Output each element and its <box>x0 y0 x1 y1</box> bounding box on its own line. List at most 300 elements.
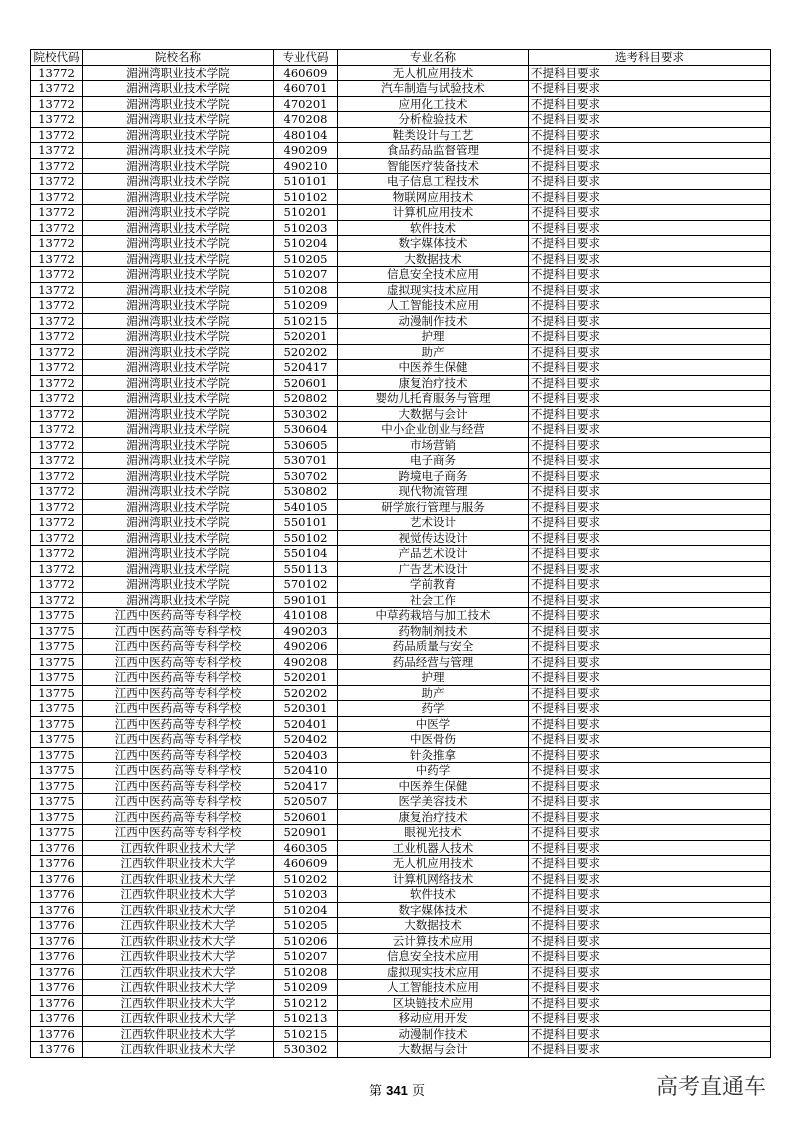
major-name-cell: 计算机应用技术 <box>338 205 529 221</box>
school-name-cell: 湄洲湾职业技术学院 <box>83 515 274 531</box>
school-name-cell: 湄洲湾职业技术学院 <box>83 313 274 329</box>
major-code-cell: 510215 <box>274 313 338 329</box>
subject-requirement-cell: 不提科目要求 <box>529 577 771 593</box>
subject-requirement-cell: 不提科目要求 <box>529 1042 771 1058</box>
subject-requirement-cell: 不提科目要求 <box>529 670 771 686</box>
major-code-cell: 510213 <box>274 1011 338 1027</box>
school-code-cell: 13772 <box>31 174 83 190</box>
subject-requirement-cell: 不提科目要求 <box>529 112 771 128</box>
major-code-cell: 510206 <box>274 933 338 949</box>
major-name-cell: 广告艺术设计 <box>338 561 529 577</box>
table-row <box>31 189 771 205</box>
major-name-cell: 云计算技术应用 <box>338 933 529 949</box>
school-code-cell: 13772 <box>31 251 83 267</box>
major-name-cell: 人工智能技术应用 <box>338 298 529 314</box>
subject-requirement-cell: 不提科目要求 <box>529 561 771 577</box>
major-code-cell: 480104 <box>274 127 338 143</box>
school-name-cell: 湄洲湾职业技术学院 <box>83 499 274 515</box>
school-code-cell: 13775 <box>31 623 83 639</box>
school-name-cell: 湄洲湾职业技术学院 <box>83 329 274 345</box>
major-code-cell: 510201 <box>274 205 338 221</box>
school-code-cell: 13776 <box>31 871 83 887</box>
table-row <box>31 267 771 283</box>
header-school-name: 院校名称 <box>83 50 274 66</box>
major-name-cell: 无人机应用技术 <box>338 856 529 872</box>
table-row <box>31 468 771 484</box>
table-row <box>31 344 771 360</box>
table-row <box>31 546 771 562</box>
table-row <box>31 887 771 903</box>
table-row <box>31 933 771 949</box>
school-code-cell: 13775 <box>31 716 83 732</box>
page-number: 341 <box>386 1083 408 1098</box>
major-code-cell: 510102 <box>274 189 338 205</box>
school-name-cell: 江西中医药高等专科学校 <box>83 654 274 670</box>
school-code-cell: 13776 <box>31 1042 83 1058</box>
school-name-cell: 江西中医药高等专科学校 <box>83 763 274 779</box>
table-row <box>31 406 771 422</box>
subject-requirement-cell: 不提科目要求 <box>529 856 771 872</box>
school-code-cell: 13772 <box>31 437 83 453</box>
school-name-cell: 江西中医药高等专科学校 <box>83 639 274 655</box>
brand-watermark: 高考直通车 <box>655 1075 766 1100</box>
major-code-cell: 510204 <box>274 902 338 918</box>
major-code-cell: 510202 <box>274 871 338 887</box>
subject-requirement-cell: 不提科目要求 <box>529 65 771 81</box>
major-code-cell: 520402 <box>274 732 338 748</box>
school-code-cell: 13772 <box>31 360 83 376</box>
school-name-cell: 江西软件职业技术大学 <box>83 856 274 872</box>
major-code-cell: 510208 <box>274 964 338 980</box>
school-name-cell: 江西软件职业技术大学 <box>83 995 274 1011</box>
table-row <box>31 809 771 825</box>
table-row <box>31 313 771 329</box>
subject-requirement-cell: 不提科目要求 <box>529 468 771 484</box>
school-name-cell: 江西软件职业技术大学 <box>83 1042 274 1058</box>
subject-requirement-cell: 不提科目要求 <box>529 158 771 174</box>
major-code-cell: 550104 <box>274 546 338 562</box>
header-school-code: 院校代码 <box>31 50 83 66</box>
school-name-cell: 湄洲湾职业技术学院 <box>83 391 274 407</box>
subject-requirement-cell: 不提科目要求 <box>529 298 771 314</box>
major-code-cell: 520417 <box>274 360 338 376</box>
major-code-cell: 520201 <box>274 329 338 345</box>
major-name-cell: 助产 <box>338 344 529 360</box>
header-major-code: 专业代码 <box>274 50 338 66</box>
school-code-cell: 13772 <box>31 422 83 438</box>
major-code-cell: 550102 <box>274 530 338 546</box>
major-name-cell: 动漫制作技术 <box>338 313 529 329</box>
school-code-cell: 13772 <box>31 375 83 391</box>
subject-requirement-cell: 不提科目要求 <box>529 716 771 732</box>
school-name-cell: 湄洲湾职业技术学院 <box>83 592 274 608</box>
school-name-cell: 江西中医药高等专科学校 <box>83 608 274 624</box>
major-name-cell: 电子商务 <box>338 453 529 469</box>
school-code-cell: 13772 <box>31 406 83 422</box>
major-name-cell: 大数据技术 <box>338 251 529 267</box>
subject-requirement-cell: 不提科目要求 <box>529 763 771 779</box>
school-name-cell: 湄洲湾职业技术学院 <box>83 174 274 190</box>
school-code-cell: 13775 <box>31 639 83 655</box>
subject-requirement-cell: 不提科目要求 <box>529 453 771 469</box>
school-code-cell: 13776 <box>31 1011 83 1027</box>
major-code-cell: 510207 <box>274 267 338 283</box>
school-name-cell: 湄洲湾职业技术学院 <box>83 158 274 174</box>
major-name-cell: 护理 <box>338 670 529 686</box>
major-name-cell: 中药学 <box>338 763 529 779</box>
subject-requirement-cell: 不提科目要求 <box>529 220 771 236</box>
table-row <box>31 329 771 345</box>
subject-requirement-cell: 不提科目要求 <box>529 639 771 655</box>
major-code-cell: 550101 <box>274 515 338 531</box>
school-code-cell: 13772 <box>31 530 83 546</box>
table-row <box>31 65 771 81</box>
school-code-cell: 13772 <box>31 205 83 221</box>
subject-requirement-cell: 不提科目要求 <box>529 515 771 531</box>
school-name-cell: 江西软件职业技术大学 <box>83 902 274 918</box>
subject-requirement-cell: 不提科目要求 <box>529 437 771 453</box>
table-row <box>31 825 771 841</box>
major-name-cell: 产品艺术设计 <box>338 546 529 562</box>
table-row <box>31 1042 771 1058</box>
school-code-cell: 13775 <box>31 825 83 841</box>
school-name-cell: 湄洲湾职业技术学院 <box>83 251 274 267</box>
school-code-cell: 13775 <box>31 701 83 717</box>
admission-subject-table <box>30 49 771 1058</box>
table-row <box>31 763 771 779</box>
school-name-cell: 湄洲湾职业技术学院 <box>83 127 274 143</box>
subject-requirement-cell: 不提科目要求 <box>529 949 771 965</box>
major-code-cell: 570102 <box>274 577 338 593</box>
major-code-cell: 520417 <box>274 778 338 794</box>
major-name-cell: 康复治疗技术 <box>338 809 529 825</box>
school-code-cell: 13772 <box>31 267 83 283</box>
major-name-cell: 眼视光技术 <box>338 825 529 841</box>
table-row <box>31 499 771 515</box>
table-row <box>31 980 771 996</box>
school-code-cell: 13772 <box>31 143 83 159</box>
major-name-cell: 婴幼儿托育服务与管理 <box>338 391 529 407</box>
school-name-cell: 湄洲湾职业技术学院 <box>83 344 274 360</box>
school-code-cell: 13772 <box>31 329 83 345</box>
table-row <box>31 220 771 236</box>
school-name-cell: 湄洲湾职业技术学院 <box>83 267 274 283</box>
table-row <box>31 437 771 453</box>
subject-requirement-cell: 不提科目要求 <box>529 778 771 794</box>
subject-requirement-cell: 不提科目要求 <box>529 530 771 546</box>
major-code-cell: 520802 <box>274 391 338 407</box>
subject-requirement-cell: 不提科目要求 <box>529 995 771 1011</box>
major-name-cell: 现代物流管理 <box>338 484 529 500</box>
major-name-cell: 药学 <box>338 701 529 717</box>
subject-requirement-cell: 不提科目要求 <box>529 685 771 701</box>
table-row <box>31 530 771 546</box>
table-row <box>31 205 771 221</box>
major-code-cell: 530302 <box>274 406 338 422</box>
subject-requirement-cell: 不提科目要求 <box>529 608 771 624</box>
subject-requirement-cell: 不提科目要求 <box>529 964 771 980</box>
table-row <box>31 81 771 97</box>
table-row <box>31 96 771 112</box>
table-row <box>31 639 771 655</box>
major-code-cell: 530701 <box>274 453 338 469</box>
school-code-cell: 13776 <box>31 933 83 949</box>
school-name-cell: 湄洲湾职业技术学院 <box>83 96 274 112</box>
subject-requirement-cell: 不提科目要求 <box>529 546 771 562</box>
school-code-cell: 13776 <box>31 856 83 872</box>
subject-requirement-cell: 不提科目要求 <box>529 1011 771 1027</box>
school-code-cell: 13776 <box>31 995 83 1011</box>
major-code-cell: 510208 <box>274 282 338 298</box>
school-code-cell: 13772 <box>31 127 83 143</box>
table-row <box>31 143 771 159</box>
major-code-cell: 510204 <box>274 236 338 252</box>
subject-requirement-cell: 不提科目要求 <box>529 205 771 221</box>
school-name-cell: 江西中医药高等专科学校 <box>83 809 274 825</box>
subject-requirement-cell: 不提科目要求 <box>529 825 771 841</box>
school-name-cell: 湄洲湾职业技术学院 <box>83 577 274 593</box>
major-code-cell: 510209 <box>274 298 338 314</box>
school-code-cell: 13776 <box>31 840 83 856</box>
major-name-cell: 虚拟现实技术应用 <box>338 964 529 980</box>
major-code-cell: 460609 <box>274 65 338 81</box>
subject-requirement-cell: 不提科目要求 <box>529 592 771 608</box>
subject-requirement-cell: 不提科目要求 <box>529 329 771 345</box>
major-code-cell: 510203 <box>274 887 338 903</box>
school-code-cell: 13772 <box>31 391 83 407</box>
subject-requirement-cell: 不提科目要求 <box>529 313 771 329</box>
table-row <box>31 577 771 593</box>
major-name-cell: 中医养生保健 <box>338 778 529 794</box>
school-name-cell: 湄洲湾职业技术学院 <box>83 189 274 205</box>
subject-requirement-cell: 不提科目要求 <box>529 282 771 298</box>
major-name-cell: 电子信息工程技术 <box>338 174 529 190</box>
school-code-cell: 13772 <box>31 112 83 128</box>
major-name-cell: 针灸推拿 <box>338 747 529 763</box>
major-code-cell: 520401 <box>274 716 338 732</box>
table-row <box>31 918 771 934</box>
table-row <box>31 158 771 174</box>
table-row <box>31 856 771 872</box>
table-row <box>31 747 771 763</box>
subject-requirement-cell: 不提科目要求 <box>529 143 771 159</box>
school-name-cell: 江西中医药高等专科学校 <box>83 747 274 763</box>
major-name-cell: 药物制剂技术 <box>338 623 529 639</box>
table-row <box>31 453 771 469</box>
subject-requirement-cell: 不提科目要求 <box>529 127 771 143</box>
subject-requirement-cell: 不提科目要求 <box>529 422 771 438</box>
table-row <box>31 515 771 531</box>
school-code-cell: 13772 <box>31 220 83 236</box>
major-name-cell: 中医骨伤 <box>338 732 529 748</box>
table-row <box>31 251 771 267</box>
major-code-cell: 510203 <box>274 220 338 236</box>
school-name-cell: 江西软件职业技术大学 <box>83 1011 274 1027</box>
subject-requirement-cell: 不提科目要求 <box>529 391 771 407</box>
major-name-cell: 大数据与会计 <box>338 1042 529 1058</box>
table-row <box>31 964 771 980</box>
school-code-cell: 13772 <box>31 158 83 174</box>
subject-requirement-cell: 不提科目要求 <box>529 360 771 376</box>
school-code-cell: 13772 <box>31 577 83 593</box>
school-name-cell: 江西软件职业技术大学 <box>83 871 274 887</box>
table-row <box>31 732 771 748</box>
major-code-cell: 510209 <box>274 980 338 996</box>
major-name-cell: 社会工作 <box>338 592 529 608</box>
school-name-cell: 湄洲湾职业技术学院 <box>83 406 274 422</box>
major-name-cell: 区块链技术应用 <box>338 995 529 1011</box>
school-code-cell: 13776 <box>31 949 83 965</box>
major-name-cell: 食品药品监督管理 <box>338 143 529 159</box>
major-code-cell: 590101 <box>274 592 338 608</box>
table-row <box>31 298 771 314</box>
school-name-cell: 江西软件职业技术大学 <box>83 949 274 965</box>
major-name-cell: 人工智能技术应用 <box>338 980 529 996</box>
major-code-cell: 520403 <box>274 747 338 763</box>
subject-requirement-cell: 不提科目要求 <box>529 81 771 97</box>
school-code-cell: 13776 <box>31 980 83 996</box>
school-code-cell: 13772 <box>31 468 83 484</box>
major-code-cell: 490208 <box>274 654 338 670</box>
major-code-cell: 520202 <box>274 344 338 360</box>
major-name-cell: 信息安全技术应用 <box>338 267 529 283</box>
major-name-cell: 汽车制造与试验技术 <box>338 81 529 97</box>
school-code-cell: 13772 <box>31 344 83 360</box>
table-row <box>31 794 771 810</box>
school-name-cell: 江西中医药高等专科学校 <box>83 778 274 794</box>
subject-requirement-cell: 不提科目要求 <box>529 236 771 252</box>
school-name-cell: 江西软件职业技术大学 <box>83 964 274 980</box>
major-name-cell: 药品质量与安全 <box>338 639 529 655</box>
major-name-cell: 助产 <box>338 685 529 701</box>
school-code-cell: 13775 <box>31 778 83 794</box>
school-name-cell: 湄洲湾职业技术学院 <box>83 220 274 236</box>
table-row <box>31 623 771 639</box>
subject-requirement-cell: 不提科目要求 <box>529 1026 771 1042</box>
school-code-cell: 13776 <box>31 964 83 980</box>
subject-requirement-cell: 不提科目要求 <box>529 174 771 190</box>
major-name-cell: 工业机器人技术 <box>338 840 529 856</box>
table-row <box>31 716 771 732</box>
school-code-cell: 13772 <box>31 561 83 577</box>
major-code-cell: 520507 <box>274 794 338 810</box>
school-code-cell: 13772 <box>31 298 83 314</box>
school-name-cell: 湄洲湾职业技术学院 <box>83 205 274 221</box>
table-row <box>31 127 771 143</box>
major-name-cell: 中小企业创业与经营 <box>338 422 529 438</box>
school-code-cell: 13776 <box>31 902 83 918</box>
major-name-cell: 艺术设计 <box>338 515 529 531</box>
table-row <box>31 840 771 856</box>
subject-requirement-cell: 不提科目要求 <box>529 406 771 422</box>
major-code-cell: 460701 <box>274 81 338 97</box>
major-code-cell: 460305 <box>274 840 338 856</box>
school-name-cell: 湄洲湾职业技术学院 <box>83 375 274 391</box>
major-name-cell: 跨境电子商务 <box>338 468 529 484</box>
school-code-cell: 13775 <box>31 747 83 763</box>
major-name-cell: 中医学 <box>338 716 529 732</box>
school-code-cell: 13775 <box>31 763 83 779</box>
school-code-cell: 13772 <box>31 546 83 562</box>
subject-requirement-cell: 不提科目要求 <box>529 484 771 500</box>
table-row <box>31 592 771 608</box>
school-code-cell: 13775 <box>31 732 83 748</box>
major-name-cell: 中草药栽培与加工技术 <box>338 608 529 624</box>
table-row <box>31 670 771 686</box>
major-code-cell: 550113 <box>274 561 338 577</box>
table-row <box>31 902 771 918</box>
school-name-cell: 湄洲湾职业技术学院 <box>83 236 274 252</box>
table-body <box>31 65 771 1057</box>
major-name-cell: 数字媒体技术 <box>338 902 529 918</box>
subject-requirement-cell: 不提科目要求 <box>529 701 771 717</box>
subject-requirement-cell: 不提科目要求 <box>529 918 771 934</box>
school-code-cell: 13772 <box>31 484 83 500</box>
school-name-cell: 湄洲湾职业技术学院 <box>83 65 274 81</box>
table-row <box>31 112 771 128</box>
school-code-cell: 13772 <box>31 282 83 298</box>
school-name-cell: 江西软件职业技术大学 <box>83 1026 274 1042</box>
school-name-cell: 湄洲湾职业技术学院 <box>83 112 274 128</box>
major-code-cell: 520601 <box>274 809 338 825</box>
school-code-cell: 13772 <box>31 96 83 112</box>
major-code-cell: 520202 <box>274 685 338 701</box>
school-name-cell: 湄洲湾职业技术学院 <box>83 437 274 453</box>
school-name-cell: 湄洲湾职业技术学院 <box>83 561 274 577</box>
major-code-cell: 470208 <box>274 112 338 128</box>
school-name-cell: 江西中医药高等专科学校 <box>83 623 274 639</box>
school-name-cell: 江西软件职业技术大学 <box>83 933 274 949</box>
subject-requirement-cell: 不提科目要求 <box>529 189 771 205</box>
major-code-cell: 510215 <box>274 1026 338 1042</box>
school-code-cell: 13775 <box>31 608 83 624</box>
school-name-cell: 湄洲湾职业技术学院 <box>83 468 274 484</box>
major-name-cell: 计算机网络技术 <box>338 871 529 887</box>
school-name-cell: 湄洲湾职业技术学院 <box>83 360 274 376</box>
table-row <box>31 391 771 407</box>
major-code-cell: 490203 <box>274 623 338 639</box>
major-name-cell: 大数据与会计 <box>338 406 529 422</box>
major-name-cell: 护理 <box>338 329 529 345</box>
school-name-cell: 湄洲湾职业技术学院 <box>83 546 274 562</box>
subject-requirement-cell: 不提科目要求 <box>529 871 771 887</box>
school-name-cell: 湄洲湾职业技术学院 <box>83 143 274 159</box>
major-code-cell: 530702 <box>274 468 338 484</box>
major-code-cell: 540105 <box>274 499 338 515</box>
major-name-cell: 分析检验技术 <box>338 112 529 128</box>
school-code-cell: 13775 <box>31 685 83 701</box>
school-code-cell: 13775 <box>31 794 83 810</box>
major-name-cell: 鞋类设计与工艺 <box>338 127 529 143</box>
subject-requirement-cell: 不提科目要求 <box>529 809 771 825</box>
major-code-cell: 520901 <box>274 825 338 841</box>
major-code-cell: 490206 <box>274 639 338 655</box>
school-name-cell: 湄洲湾职业技术学院 <box>83 422 274 438</box>
subject-requirement-cell: 不提科目要求 <box>529 887 771 903</box>
school-name-cell: 江西中医药高等专科学校 <box>83 825 274 841</box>
school-code-cell: 13776 <box>31 1026 83 1042</box>
subject-requirement-cell: 不提科目要求 <box>529 794 771 810</box>
subject-requirement-cell: 不提科目要求 <box>529 267 771 283</box>
school-name-cell: 湄洲湾职业技术学院 <box>83 484 274 500</box>
major-name-cell: 医学美容技术 <box>338 794 529 810</box>
school-name-cell: 江西中医药高等专科学校 <box>83 701 274 717</box>
major-code-cell: 510205 <box>274 918 338 934</box>
subject-requirement-cell: 不提科目要求 <box>529 251 771 267</box>
table-row <box>31 995 771 1011</box>
major-name-cell: 康复治疗技术 <box>338 375 529 391</box>
major-code-cell: 470201 <box>274 96 338 112</box>
